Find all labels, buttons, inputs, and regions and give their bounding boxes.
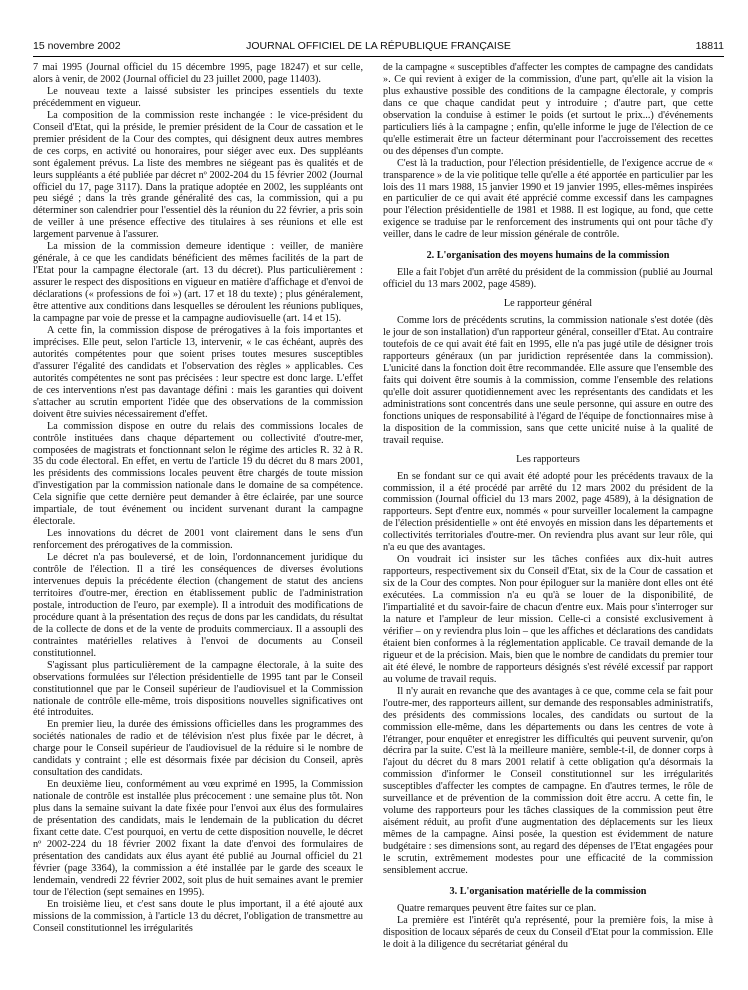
paragraph: A cette fin, la commission dispose de prérogatives à la fois importantes et imprécises. Elle peut, selon l'article 13, intervenir, « le cas échéant, auprès des autorités compétentes pour que soient prises toutes mesures susceptibles d'assurer l'égalité des candidats et l'observation des règles » applicables. Ces autorités compétentes ne sont pas précisées : leur spectre est donc large. L'effet de ces interventions n'est pas davantage défini : mais les garanties qui doivent s'attacher au scrutin emportent l'idée que des observations de la commission doivent être suivies nécessairement d'effet. — [33, 324, 363, 420]
paragraph: En troisième lieu, et c'est sans doute le plus important, il a été ajouté aux missions de la commission, à l'article 13 du décret, l'obligation de transmettre au Conseil constitutionnel les irrégularités — [33, 898, 363, 934]
header-date: 15 novembre 2002 — [33, 40, 121, 52]
paragraph: Le décret n'a pas bouleversé, et de loin, l'ordonnancement juridique du contrôle de l'élection. Il a tiré les conséquences de diverses évolutions intervenues depuis la précédente élection (changement de statut des anciens territoires d'outre-mer, érection en établissement public de l'administration postale, introduction de l'euro, par exemple). Il a introduit des modifications de procédure quant à la présentation des reçus de dons par les candidats, du résultat de la collecte de dons et de la vente de produits commerciaux. Il a assoupli des contraintes matérielles relatives à l'envoi de documents au Conseil constitutionnel. — [33, 552, 363, 659]
section-heading: 3. L'organisation matérielle de la commission — [449, 885, 647, 897]
paragraph: La composition de la commission reste inchangée : le vice-président du Conseil d'Etat, qui la préside, le premier président de la Cour de cassation et le premier président de la Cour des comptes, qui désignent deux autres membres de ces corps, en activité ou honoraires, pour siéger avec eux. Des suppléants sont également prévus. La liste des membres ne siégeant pas ès qualités et de leurs suppléants a été publiée par décret nº 2002-204 du 15 février 2002 (Journal officiel du 17, page 3117). Dans la pratique adoptée en 2002, les suppléants ont peu siégé ; dans la très grande généralité des cas, la commission, qui a pu déterminer son calendrier pour l'essentiel dès la réunion du 22 février, a pris soin de veiller à une présence effective des titulaires à ses réunions et elle est largement parvenue à l'assurer. — [33, 109, 363, 241]
right-column — [383, 62, 713, 987]
subsection-heading: Les rapporteurs — [516, 453, 580, 465]
left-column — [33, 62, 363, 987]
header-rule — [33, 56, 724, 57]
paragraph: C'est là la traduction, pour l'élection présidentielle, de l'exigence accrue de « transparence » de la vie politique telle qu'elle a été apportée en particulier par les lois des 11 mars 1988, 15 janvier 1990 et 19 janvier 1995, elles-mêmes inspirées en particulier de ce qui avait été apprécié comme excessif dans les campagnes pour l'élection présidentielle de 1981 et 1988. Il est logique, au fond, que cette exigence se traduise par le renforcement des instruments qui ont pour tâche d'y veiller, dans le cadre de leur mission générale de contrôle. — [383, 157, 713, 241]
paragraph: La première est l'intérêt qu'a représenté, pour la première fois, la mise à disposition de locaux séparés de ceux du Conseil d'Etat pour la commission. Elle le doit à la diligence du secrétariat général du — [383, 914, 713, 950]
paragraph: En deuxième lieu, conformément au vœu exprimé en 1995, la Commission nationale de contrôle est installée plus précocement : une semaine plus tôt. Non plus dans la semaine suivant la date fixée pour l'envoi aux élus des formulaires de présentation des candidats, mais le lendemain de la publication du décret fixant cette date. C'est pourquoi, en vertu de cette disposition nouvelle, le décret nº 2002-224 du 18 février 2002 fixant la date d'envoi des formulaires de présentation des candidats aux élus ayant été publié au Journal officiel du 21 février (page 3364), la commission a été installée par le garde des sceaux le lendemain, vendredi 22 février 2002, soit plus de huit semaines avant le premier tour de l'élection (sept semaines en 1995). — [33, 779, 363, 898]
section-heading: 2. L'organisation des moyens humains de la commission — [426, 250, 670, 262]
paragraph: La mission de la commission demeure identique : veiller, de manière générale, à ce que les candidats bénéficient des mêmes facilités de la part de l'Etat pour la campagne électorale (art. 13 du décret). Plus particulièrement : assurer le respect des dispositions en vigueur en matière d'affichage et d'envoi de déclarations (« professions de foi ») (art. 17 et 18 du texte) ; plus généralement, être attentive aux conditions dans lesquelles se déroulent les réunions publiques, la campagne par voie de presse et la campagne audiovisuelle (art. 14 et 15). — [33, 241, 363, 325]
paragraph: S'agissant plus particulièrement de la campagne électorale, à la suite des observations formulées sur l'élection présidentielle de 1995 tant par le Conseil constitutionnel que par le Conseil supérieur de l'audiovisuel et la Commission nationale de contrôle elle-même, trois dispositions nouvelles significatives ont été introduites. — [33, 659, 363, 719]
paragraph: On voudrait ici insister sur les tâches confiées aux dix-huit autres rapporteurs, respectivement six du Conseil d'Etat, six de la Cour de cassation et six de la Cour des comptes. Non pour épiloguer sur la manière dont elles ont été exécutées. La commission n'a eu qu'à se louer de la disponibilité, de l'impartialité et du savoir-faire de chacun d'entre eux. Mais pour s'interroger sur la nature et l'ampleur de leur mission. Celle-ci a consisté exclusivement à vérifier – on y reviendra plus loin – que les affiches et déclarations des candidats étaient bien conformes à la réglementation applicable. Ce travail demande de la rigueur et de la précision. Mais, bien que le nombre de candidats du premier tour ait été élevé, le nombre de rapporteurs désignés s'est révélé excessif par rapport au volume de travail requis. — [383, 554, 713, 685]
paragraph: Elle a fait l'objet d'un arrêté du président de la commission (publié au Journal officiel du 13 mars 2002, page 4589). — [383, 267, 713, 291]
paragraph: Les innovations du décret de 2001 vont clairement dans le sens d'un renforcement des prérogatives de la commission. — [33, 528, 363, 552]
paragraph: Comme lors de précédents scrutins, la commission nationale s'est dotée (dès le jour de son installation) d'un rapporteur général, conseiller d'Etat. Au contraire toutefois de ce qui avait été fait en 1995, elle n'a pas jugé utile de désigner trois rapporteurs généraux (un par juridiction représentée dans la commission). L'unicité dans la fonction doit être recommandée. Elle assure que l'ensemble des faits qui doivent être soumis à la commission, comme l'ensemble des relations qu'elle doit assurer quotidiennement avec les représentants des candidats et les administrations sont concentrés dans une seule personne, qui assure en outre des fonctions uniques de responsabilité à l'égard de l'équipe de fonctionnaires mise à la disposition de la commission, sans que cette unicité nuise à la qualité de travail requise. — [383, 315, 713, 446]
paragraph: de la campagne « susceptibles d'affecter les comptes de campagne des candidats ». Ce qui revient à exiger de la commission, d'une part, qu'elle ait la vision la plus exhaustive possible des conditions de la campagne électorale, y compris dans ce que chaque candidat peut y introduire ; d'autre part, que cette observation la conduise à estimer le poids (et surtout le prix...) d'événements particuliers liés à la campagne ; enfin, qu'elle informe le juge de l'élection de ce qu'elle estimerait être un facteur déterminant pour l'accroissement des recettes ou des dépenses d'un compte. — [383, 62, 713, 157]
paragraph: En premier lieu, la durée des émissions officielles dans les programmes des sociétés nationales de radio et de télévision n'est plus fixée par le décret, à charge pour le Conseil supérieur de l'audiovisuel de la réduire si le nombre de candidats y contraint ; elle est désormais fixée par décision du Conseil, après consultation des candidats. — [33, 719, 363, 779]
paragraph: Quatre remarques peuvent être faites sur ce plan. — [397, 902, 597, 914]
paragraph: La commission dispose en outre du relais des commissions locales de contrôle instituées dans chaque département ou collectivité d'outre-mer, composées de magistrats et fonctionnant selon le régime des articles R. 32 à R. 35 du code électoral. En effet, en vertu de l'article 19 du décret du 8 mars 2001, les présidents des commissions locales peuvent être chargés de toute mission d'investigation par la commission nationale dans le domaine de sa compétence. Cela signifie que cette dernière peut demander à être éclairée, par une source impartiale, de tout événement ou incident survenant durant la campagne électorale. — [33, 420, 363, 528]
subsection-heading: Le rapporteur général — [503, 298, 593, 310]
header-title: JOURNAL OFFICIEL DE LA RÉPUBLIQUE FRANÇAISE — [246, 40, 511, 52]
paragraph: En se fondant sur ce qui avait été adopté pour les précédents travaux de la commission, il a été procédé par arrêté du 12 mars 2002 du président de la commission (Journal officiel du 13 mars 2002, page 4589), à la désignation de rapporteurs. Sept d'entre eux, nommés « pour surveiller localement la campagne de l'élection présidentielle » ont été envoyés en mission dans les départements et collectivités territoriales d'outre-mer. On reviendra plus avant sur leur rôle, qui n'a eu que des avantages. — [383, 470, 713, 554]
page-header — [33, 40, 724, 56]
paragraph: 7 mai 1995 (Journal officiel du 15 décembre 1995, page 18247) et sur celle, alors à venir, de 2002 (Journal officiel du 23 juillet 2000, page 11403). — [33, 62, 363, 85]
paragraph: Il n'y aurait en revanche que des avantages à ce que, comme cela se fait pour l'outre-mer, des rapporteurs aillent, sur demande des responsables administratifs, des présidents des commissions locales, des candidats ou surtout de la commission elle-même, dans les départements ou dans les centres de vote à l'étranger, pour enquêter et enregistrer les difficultés qui peuvent survenir, qu'on décrira par la suite. C'est là la meilleure manière, semble-t-il, de donner corps à l'ajout du décret du 8 mars 2001 relatif à cette obligation qu'a désormais la commission d'informer le Conseil constitutionnel sur les irrégularités susceptibles d'affecter les comptes de campagne. En d'autres termes, le rôle de surveillance et de prévention de la commission doit être accru. A cette fin, le volume des rapporteurs pour les tâches classiques de la commission peut être aisément réduit, au profit d'une augmentation des déplacements sur les lieux mêmes de la campagne. Ainsi posée, la question est évidemment de nature budgétaire : ses dimensions sont, au regard des dépenses de l'Etat engagées pour le scrutin, extrêmement modestes pour une efficacité de la commission sensiblement accrue. — [383, 685, 713, 876]
page-number: 18811 — [695, 40, 724, 52]
paragraph: Le nouveau texte a laissé subsister les principes essentiels du texte précédemment en vigueur. — [33, 85, 363, 109]
